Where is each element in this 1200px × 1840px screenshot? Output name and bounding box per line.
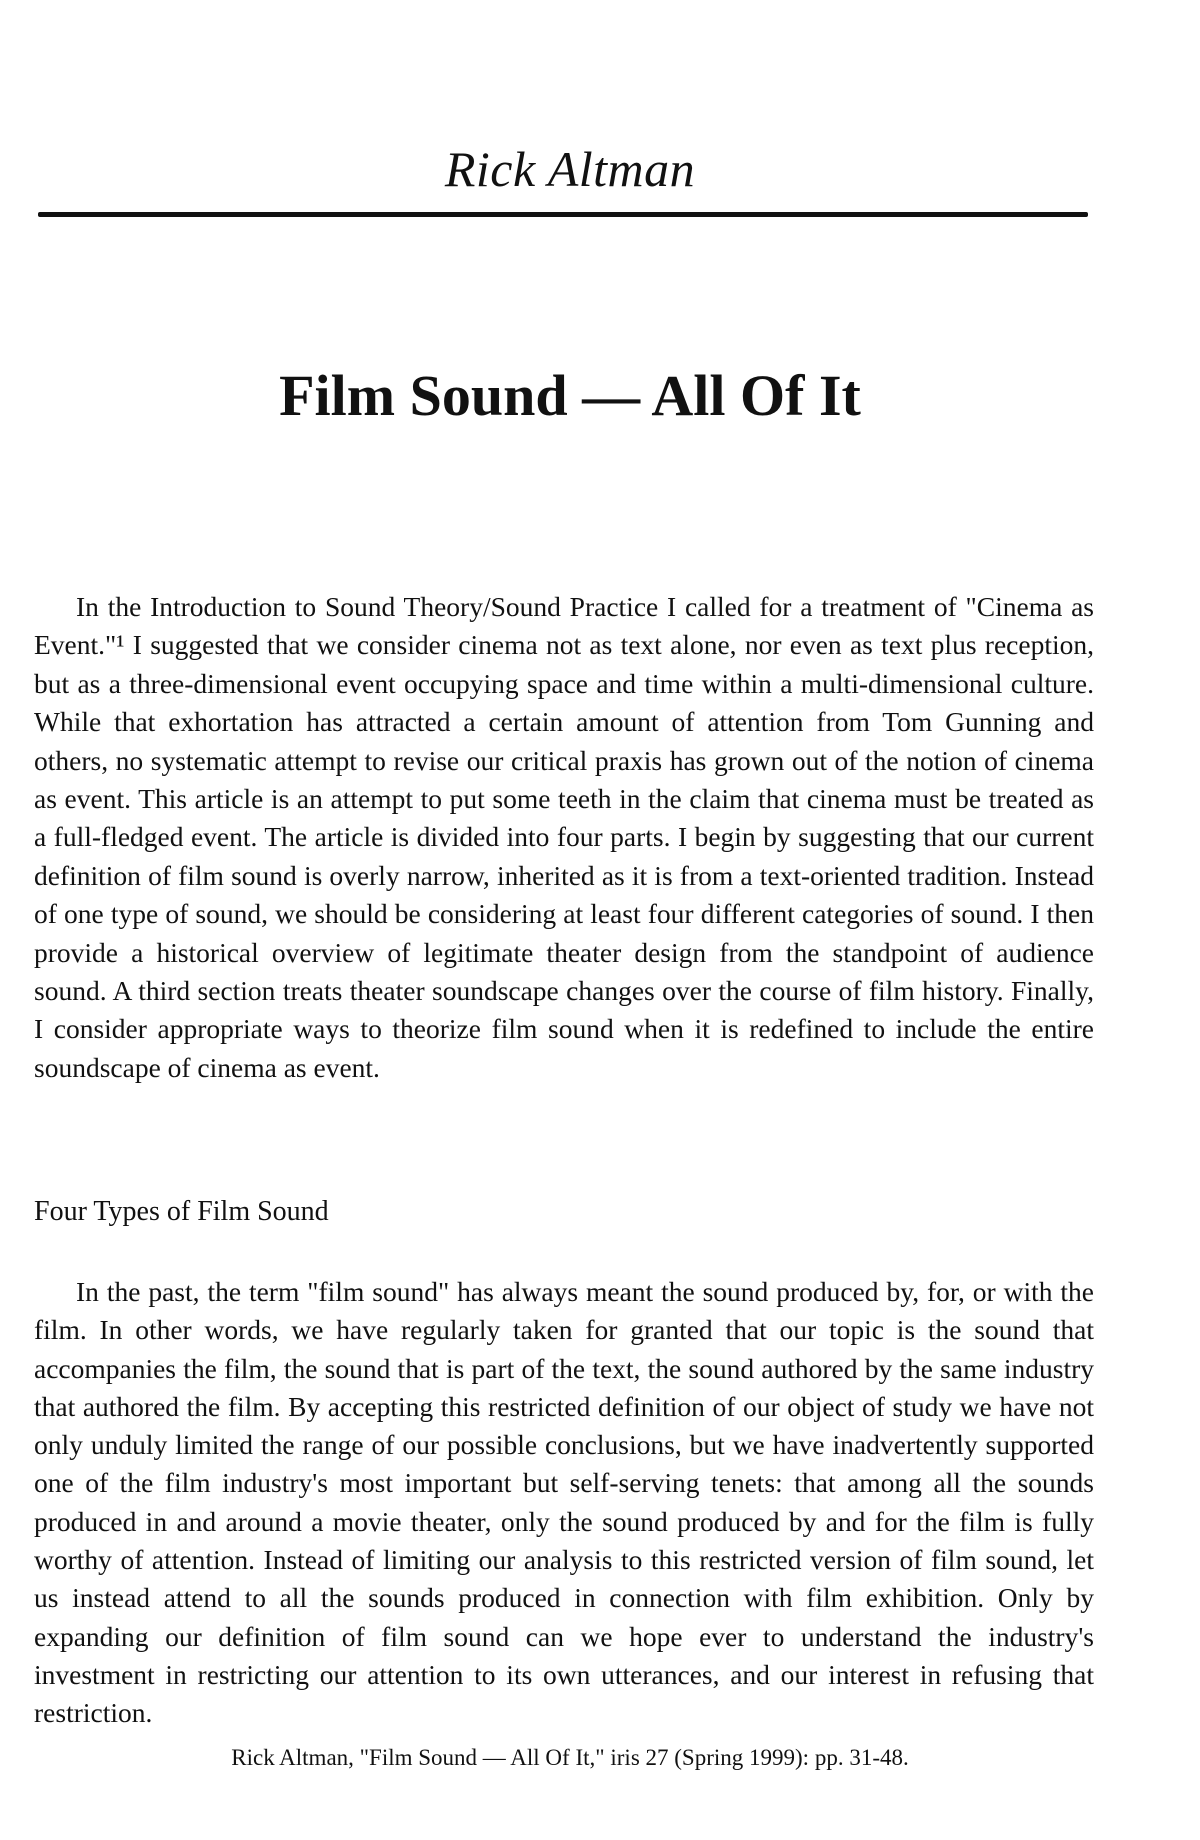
citation-footer: Rick Altman, "Film Sound — All Of It," iris 27 (Spring 1999): pp. 31-48. bbox=[231, 1745, 909, 1770]
intro-paragraph: In the Introduction to Sound Theory/Sound Practice I called for a treatment of "Cinema as Event."¹ I suggested that we consider cinema not as text alone, nor even as text plus reception, but as a three-dimensional event occupying space and time within a multi-dimensional culture. While that exhortation has attracted a certain amount of attention from Tom Gunning and others, no systematic attempt to revise our critical praxis has grown out of the notion of cinema as event. This article is an attempt to put some teeth in the claim that cinema must be treated as a full-fledged event. The article is divided into four parts. I begin by suggesting that our current definition of film sound is overly narrow, inherited as it is from a text-oriented tradition. Instead of one type of sound, we should be considering at least four different categories of sound. I then provide a historical overview of legitimate theater design from the standpoint of audience sound. A third section treats theater soundscape changes over the course of film history. Finally, I consider appropriate ways to theorize film sound when it is redefined to include the entire soundscape of cinema as event. bbox=[34, 591, 1094, 1083]
header-rule bbox=[38, 212, 1088, 217]
author-name: Rick Altman bbox=[444, 141, 696, 197]
article-title: Film Sound — All Of It bbox=[279, 363, 861, 428]
section-paragraph: In the past, the term "film sound" has always meant the sound produced by, for, or with the film. In other words, we have regularly taken for granted that our topic is the sound that accompanies the film, the sound that is part of the text, the sound authored by the same industry that authored the film. By accepting this restricted definition of our object of study we have not only unduly limited the range of our possible conclusions, but we have inadvertently supported one of the film industry's most important but self-serving tenets: that among all the sounds produced in and around a movie theater, only the sound produced by and for the film is fully worthy of attention. Instead of limiting our analysis to this restricted version of film sound, let us instead attend to all the sounds produced in connection with film exhibition. Only by expanding our definition of film sound can we hope ever to understand the industry's investment in restricting our attention to its own utterances, and our interest in refusing that restriction. bbox=[34, 1276, 1094, 1729]
section-heading: Four Types of Film Sound bbox=[34, 1196, 329, 1227]
